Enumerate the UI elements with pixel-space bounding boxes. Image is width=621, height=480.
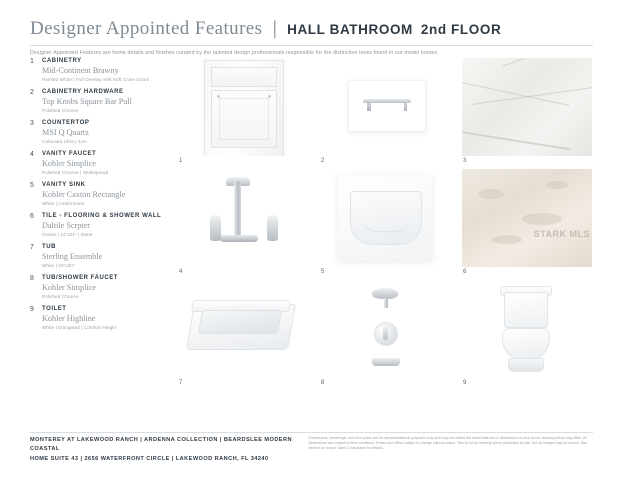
grid-row [178, 58, 593, 164]
spec-category: TUB/SHOWER FAUCET [42, 275, 119, 282]
footer-divider-rule [30, 432, 593, 433]
spec-description: Calacatta Ultra | 3cm [42, 138, 87, 144]
page-title-main: Designer Appointed Features [30, 18, 263, 39]
cell-number: 5 [321, 269, 325, 275]
sink-icon [338, 175, 432, 261]
cabinet-image [178, 58, 308, 156]
tile-icon [462, 169, 592, 267]
list-item [30, 182, 170, 206]
spec-list [30, 58, 170, 337]
tub-icon [190, 294, 296, 358]
footer-disclaimer: Dimensions, renderings, and floor plans are for representational purposes only and may not reflect the exact features or dimensions of your home; actual product may differ. All dimensions are subject to field conditions. Prices and offers subject to change without notice. This is not an offering where prohibited by law. Not all images may be shown. See service or vendor Sales Consultants for details. [308, 435, 588, 450]
cell-number: 9 [463, 380, 467, 386]
list-item [30, 306, 170, 330]
page-title-room: HALL BATHROOM [287, 22, 413, 37]
spec-category: TOILET [42, 306, 67, 313]
spec-number: 5 [30, 182, 34, 190]
cell-number: 8 [321, 380, 325, 386]
spec-description: Polished Chrome [42, 107, 79, 113]
bar-pull-icon [348, 80, 426, 132]
toilet-icon [494, 286, 560, 374]
spec-number: 7 [30, 244, 34, 252]
grid-row [178, 280, 593, 386]
spec-description: Oracle | 12"x24" | Matte [42, 231, 93, 237]
spec-product-name: Kohler Caxton Rectangle [42, 189, 126, 199]
page-title [30, 18, 593, 40]
vanity-sink-image [320, 169, 450, 267]
header-divider-rule [30, 45, 593, 46]
tub-spout-icon [372, 358, 400, 366]
spec-product-name: Mid-Continent Brawny [42, 65, 119, 75]
spec-number: 2 [30, 89, 34, 97]
spec-category: CABINETRY [42, 58, 82, 64]
spec-category: VANITY FAUCET [42, 151, 97, 158]
spec-description: White | Elongated | Comfort Height [42, 324, 117, 330]
toilet-image [462, 280, 592, 378]
spec-product-name: Kohler Simplice [42, 282, 96, 292]
spec-number: 8 [30, 275, 34, 283]
spec-number: 1 [30, 58, 34, 65]
spec-category: CABINETRY HARDWARE [42, 89, 124, 96]
spec-product-name: Kohler Simplice [42, 158, 96, 168]
cell-number: 1 [179, 158, 183, 164]
spec-number: 9 [30, 306, 34, 314]
faucet-icon [208, 175, 280, 261]
spec-category: COUNTERTOP [42, 120, 90, 127]
product-cell-vanity-faucet [178, 169, 308, 275]
page-footer [30, 432, 593, 465]
vanity-faucet-image [178, 169, 308, 267]
product-cell-toilet [462, 280, 592, 386]
product-cell-tub [178, 280, 308, 386]
page-title-floor: 2nd FLOOR [420, 22, 502, 37]
spec-product-name: Daltile Scrpter [42, 220, 90, 230]
list-item [30, 120, 170, 144]
product-cell-vanity-sink [320, 169, 450, 275]
product-cell-cabinet [178, 58, 308, 164]
list-item [30, 213, 170, 237]
footer-line-community: MONTEREY AT LAKEWOOD RANCH | ARDENNA COLLECTION | BEARDSLEE MODERN COASTAL [30, 436, 292, 452]
shower-faucet-image [320, 280, 450, 378]
shower-trim-icon [342, 286, 428, 374]
grid-row [178, 169, 593, 275]
product-cell-quartz [462, 58, 592, 164]
cell-number: 2 [321, 158, 325, 164]
product-cell-tile [462, 169, 592, 275]
spec-category: TUB [42, 244, 56, 251]
cell-number: 3 [463, 158, 467, 164]
spec-product-name: Kohler Highline [42, 313, 96, 323]
title-divider: | [272, 18, 278, 38]
spec-category: TILE - FLOORING & SHOWER WALL [42, 213, 162, 220]
valve-trim-icon [374, 322, 398, 346]
spec-description: White | Undermount [42, 200, 85, 206]
cell-number: 4 [179, 269, 183, 275]
list-item [30, 89, 170, 113]
footer-address-block [30, 436, 309, 465]
product-cell-shower-faucet [320, 280, 450, 386]
spec-product-name: Top Knobs Square Bar Pull [42, 96, 132, 106]
spec-number: 3 [30, 120, 34, 128]
spec-product-name: Sterling Ensemble [42, 251, 103, 261]
product-cell-bar-pull [320, 58, 450, 164]
spec-category: VANITY SINK [42, 182, 86, 189]
tile-swatch-image [462, 169, 592, 267]
product-image-grid [178, 58, 593, 391]
cell-number: 7 [179, 380, 183, 386]
quartz-slab-image [462, 58, 592, 156]
cabinet-icon [204, 60, 284, 156]
spec-number: 4 [30, 151, 34, 159]
header-note: Designer Appointed Features are home details and finishes curated by the talented design professionals responsible for the distinctive looks found in our model homes. [30, 50, 439, 56]
page-header [30, 18, 593, 57]
footer-line-address: HOME SUITE 43 | 2656 WATERFRONT CIRCLE | LAKEWOOD RANCH, FL 34240 [30, 455, 269, 462]
list-item [30, 151, 170, 175]
bar-pull-image [320, 58, 450, 156]
quartz-swatch-icon [462, 58, 592, 156]
list-item [30, 275, 170, 299]
watermark-text: STARK MLS [533, 229, 590, 239]
spec-description: Painted White | Full Overlay with Soft Close Doors [42, 76, 150, 82]
spec-product-name: MSI Q Quartz [42, 127, 89, 137]
cell-number: 6 [463, 269, 467, 275]
list-item [30, 244, 170, 268]
spec-description: Polished Chrome [42, 293, 79, 299]
spec-number: 6 [30, 213, 34, 221]
spec-description: White | 60"x30" [42, 262, 75, 268]
spec-description: Polished Chrome | Widespread [42, 169, 109, 175]
list-item [30, 58, 170, 82]
tub-image [178, 280, 308, 378]
